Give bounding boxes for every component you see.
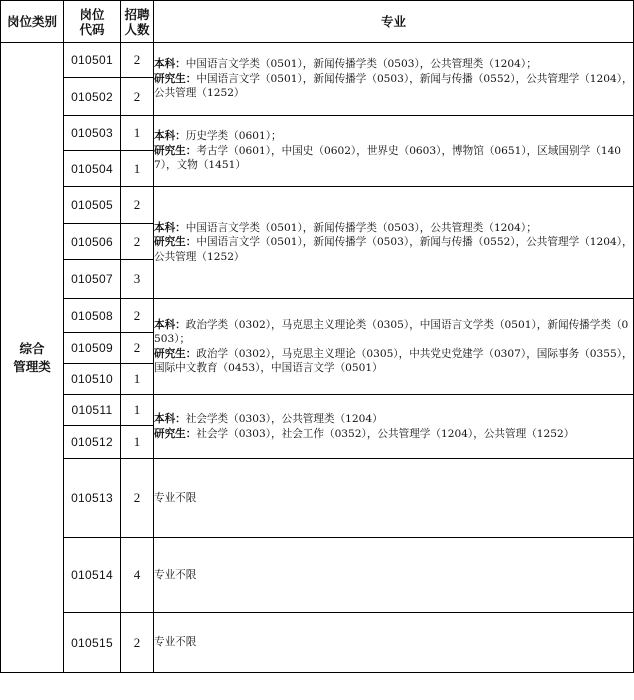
grad-majors: 中国语言文学（0501），新闻传播学（0503），新闻与传播（0552），公共管理学（1204），公共管理（1252） bbox=[154, 72, 633, 100]
table-row bbox=[1, 43, 634, 78]
hire-count: 2 bbox=[121, 459, 154, 538]
position-code: 010510 bbox=[64, 364, 121, 395]
header-count bbox=[121, 1, 154, 43]
hire-count: 4 bbox=[121, 538, 154, 613]
grad-label: 研究生： bbox=[154, 427, 197, 440]
undergrad-requirement bbox=[154, 412, 633, 427]
hire-count: 2 bbox=[121, 187, 154, 224]
header-major: 专业 bbox=[154, 1, 634, 43]
hire-count: 1 bbox=[121, 395, 154, 426]
hire-count: 2 bbox=[121, 333, 154, 364]
grad-label: 研究生： bbox=[154, 144, 197, 157]
grad-label: 研究生： bbox=[154, 72, 197, 85]
hire-count: 2 bbox=[121, 613, 154, 673]
header-count-line1: 招聘 bbox=[124, 6, 150, 22]
position-code: 010507 bbox=[64, 260, 121, 299]
undergrad-majors: 中国语言文学类（0501），新闻传播学类（0503），公共管理类（1204）； bbox=[185, 221, 537, 234]
undergrad-label: 本科： bbox=[154, 221, 186, 234]
major-requirement bbox=[154, 116, 634, 187]
hire-count: 2 bbox=[121, 43, 154, 78]
position-code: 010501 bbox=[64, 43, 121, 78]
undergrad-requirement bbox=[154, 318, 633, 347]
table-row bbox=[1, 459, 634, 538]
undergrad-label: 本科： bbox=[154, 130, 186, 143]
major-requirement bbox=[154, 299, 634, 395]
major-requirement: 专业不限 bbox=[154, 613, 634, 673]
header-code-line2: 代码 bbox=[79, 21, 105, 37]
major-requirement: 专业不限 bbox=[154, 538, 634, 613]
undergrad-requirement bbox=[154, 129, 633, 144]
position-code: 010509 bbox=[64, 333, 121, 364]
major-requirement bbox=[154, 43, 634, 116]
position-code: 010503 bbox=[64, 116, 121, 151]
undergrad-label: 本科： bbox=[154, 58, 186, 71]
major-requirement bbox=[154, 395, 634, 459]
major-requirement bbox=[154, 187, 634, 299]
hire-count: 2 bbox=[121, 224, 154, 260]
category-cell bbox=[1, 43, 64, 673]
position-code: 010511 bbox=[64, 395, 121, 426]
table-row bbox=[1, 187, 634, 224]
grad-majors: 考古学（0601），中国史（0602），世界史（0603），博物馆（0651），区域国别学（1407），文物（1451） bbox=[154, 144, 622, 172]
table-row bbox=[1, 538, 634, 613]
grad-majors: 社会学（0303），社会工作（0352），公共管理学（1204），公共管理（1252） bbox=[196, 427, 575, 440]
hire-count: 1 bbox=[121, 364, 154, 395]
header-row bbox=[1, 1, 634, 43]
hire-count: 1 bbox=[121, 116, 154, 151]
header-category: 岗位类别 bbox=[1, 1, 64, 43]
grad-majors: 政治学（0302），马克思主义理论（0305），中共党史党建学（0307），国际事务（0355），国际中文教育（0453），中国语言文学（0501） bbox=[154, 347, 633, 374]
grad-label: 研究生： bbox=[154, 236, 197, 249]
undergrad-majors: 政治学类（0302），马克思主义理论类（0305），中国语言文学类（0501），新闻传播学类（0503）； bbox=[154, 318, 629, 345]
grad-requirement bbox=[154, 347, 633, 376]
table-row bbox=[1, 299, 634, 333]
hire-count: 1 bbox=[121, 151, 154, 187]
hire-count: 3 bbox=[121, 260, 154, 299]
position-code: 010502 bbox=[64, 78, 121, 116]
position-code: 010508 bbox=[64, 299, 121, 333]
undergrad-label: 本科： bbox=[154, 413, 186, 425]
undergrad-requirement bbox=[154, 221, 633, 236]
undergrad-majors: 社会学类（0303），公共管理类（1204） bbox=[185, 413, 383, 425]
position-code: 010504 bbox=[64, 151, 121, 187]
major-requirement: 专业不限 bbox=[154, 459, 634, 538]
grad-requirement bbox=[154, 72, 633, 101]
undergrad-majors: 中国语言文学类（0501），新闻传播学类（0503），公共管理类（1204）； bbox=[185, 58, 537, 71]
position-code: 010512 bbox=[64, 426, 121, 459]
position-code: 010505 bbox=[64, 187, 121, 224]
header-code-line1: 岗位 bbox=[79, 6, 105, 22]
table-row bbox=[1, 613, 634, 673]
header-code bbox=[64, 1, 121, 43]
hire-count: 2 bbox=[121, 299, 154, 333]
grad-requirement bbox=[154, 427, 633, 442]
undergrad-label: 本科： bbox=[154, 318, 186, 331]
position-code: 010513 bbox=[64, 459, 121, 538]
header-count-line2: 人数 bbox=[124, 21, 150, 37]
grad-requirement bbox=[154, 144, 633, 173]
undergrad-majors: 历史学类（0601）； bbox=[185, 130, 282, 143]
grad-label: 研究生： bbox=[154, 347, 197, 360]
grad-majors: 中国语言文学（0501），新闻传播学（0503），新闻与传播（0552），公共管理学（1204），公共管理（1252） bbox=[154, 236, 633, 263]
undergrad-requirement bbox=[154, 57, 633, 72]
category-line1: 综合 bbox=[19, 340, 45, 356]
position-code: 010506 bbox=[64, 224, 121, 260]
position-code: 010514 bbox=[64, 538, 121, 613]
table-row bbox=[1, 395, 634, 426]
hire-count: 2 bbox=[121, 78, 154, 116]
hire-count: 1 bbox=[121, 426, 154, 459]
category-line2: 管理类 bbox=[13, 358, 51, 374]
table-row bbox=[1, 116, 634, 151]
position-code: 010515 bbox=[64, 613, 121, 673]
grad-requirement bbox=[154, 235, 633, 264]
